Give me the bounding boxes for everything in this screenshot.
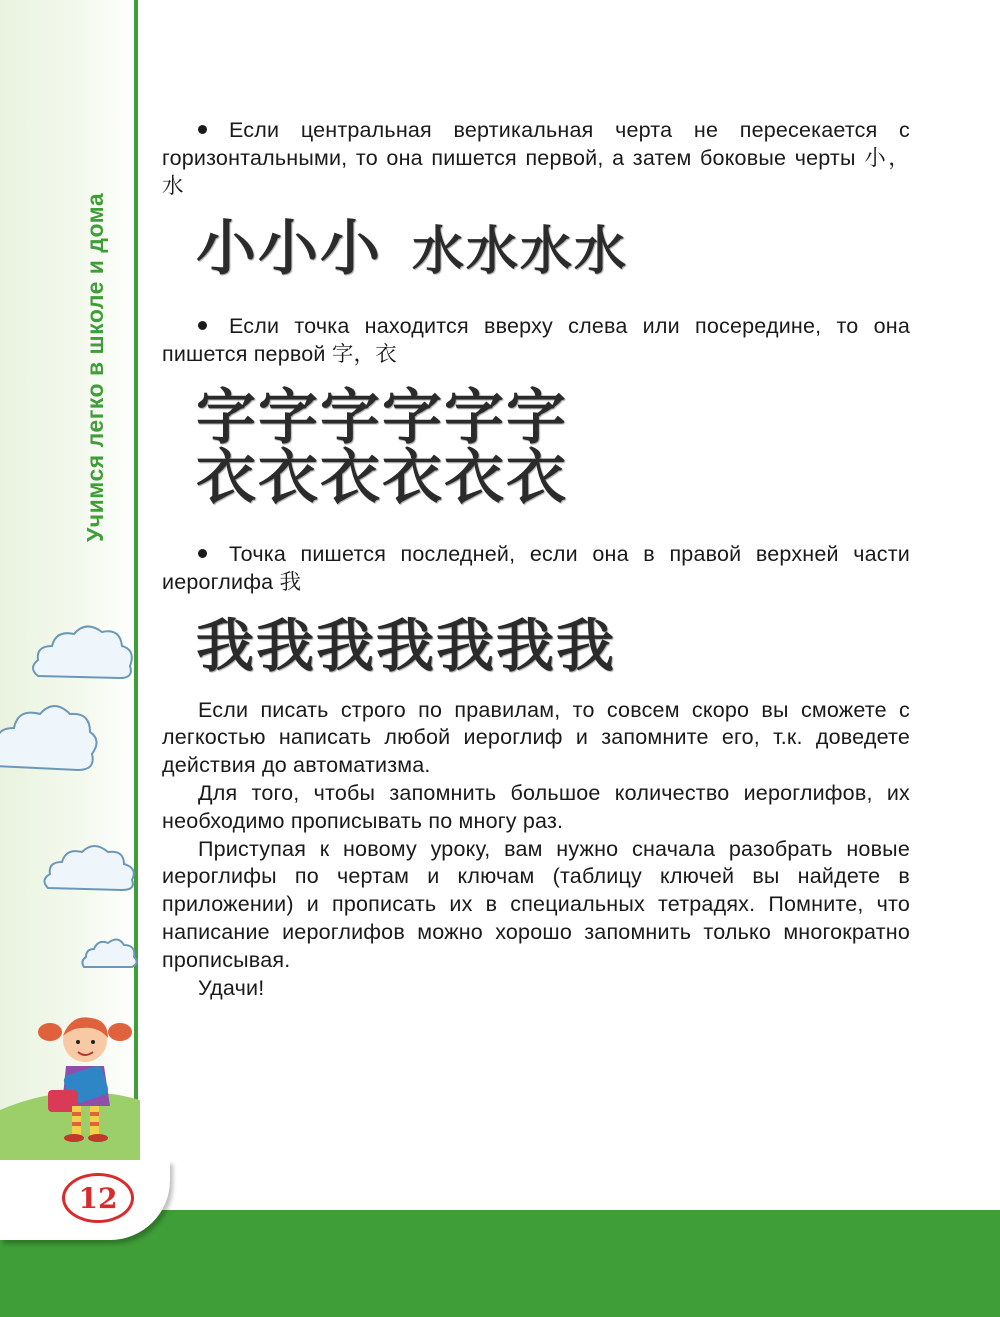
example-chars: 水水水水 <box>412 221 629 283</box>
rule-text: Если точка находится вверху слева или посередине, то она пишется первой <box>162 314 910 367</box>
inline-chars: 字，衣 <box>331 342 397 368</box>
example-chars-row <box>196 214 910 287</box>
example-chars-row <box>196 613 910 679</box>
bullet-icon <box>198 321 207 330</box>
inline-chars: 我 <box>279 569 302 595</box>
example-chars: 小小小 <box>196 214 382 285</box>
bullet-icon <box>198 125 207 134</box>
cloud-icon <box>0 692 100 782</box>
bullet-rule-3 <box>162 541 910 597</box>
paragraph: Приступая к новому уроку, вам нужно сначала разобрать новые иероглифы по чертам и ключам (таблицу ключей вы найдете в приложении) и прописать их в специальных тетрадях. Помните, что написание иероглифов можно хорошо запомнить только многократно прописывая. <box>162 836 910 972</box>
bullet-rule-2 <box>162 313 910 369</box>
example-chars-row <box>196 382 910 453</box>
sidebar-divider <box>134 0 138 1170</box>
page-number: 12 <box>62 1173 134 1223</box>
cloud-icon <box>80 933 140 973</box>
rule-text: Точка пишется последней, если она в правой верхней части иероглифа <box>162 541 910 594</box>
example-chars: 衣衣衣衣衣衣 <box>196 442 568 513</box>
sidebar-title: Учимся легко в школе и дома <box>82 192 108 542</box>
bottom-bar <box>0 1210 1000 1317</box>
paragraph: Удачи! <box>198 975 265 1000</box>
paragraph: Если писать строго по правилам, то совсем скоро вы сможете с легкостью написать любой иероглиф и запомните его, т.к. доведете действия до автоматизма. <box>162 697 910 778</box>
example-chars-row <box>196 442 910 513</box>
cloud-icon <box>28 618 138 688</box>
paragraph: Для того, чтобы запомнить большое количество иероглифов, их необходимо прописывать по многу раз. <box>162 780 910 833</box>
bullet-rule-1 <box>162 117 910 200</box>
inline-chars: 小， 水 <box>162 145 910 199</box>
example-chars: 我我我我我我我 <box>196 611 617 680</box>
girl-illustration <box>36 1010 136 1142</box>
example-chars: 字字字字字字 <box>196 382 568 453</box>
bullet-icon <box>198 549 207 558</box>
cloud-icon <box>40 838 140 898</box>
rule-text: Если центральная вертикальная черта не пересекается с горизонтальными, то она пишется первой, а затем боковые черты <box>162 118 910 170</box>
main-content <box>162 117 910 1002</box>
